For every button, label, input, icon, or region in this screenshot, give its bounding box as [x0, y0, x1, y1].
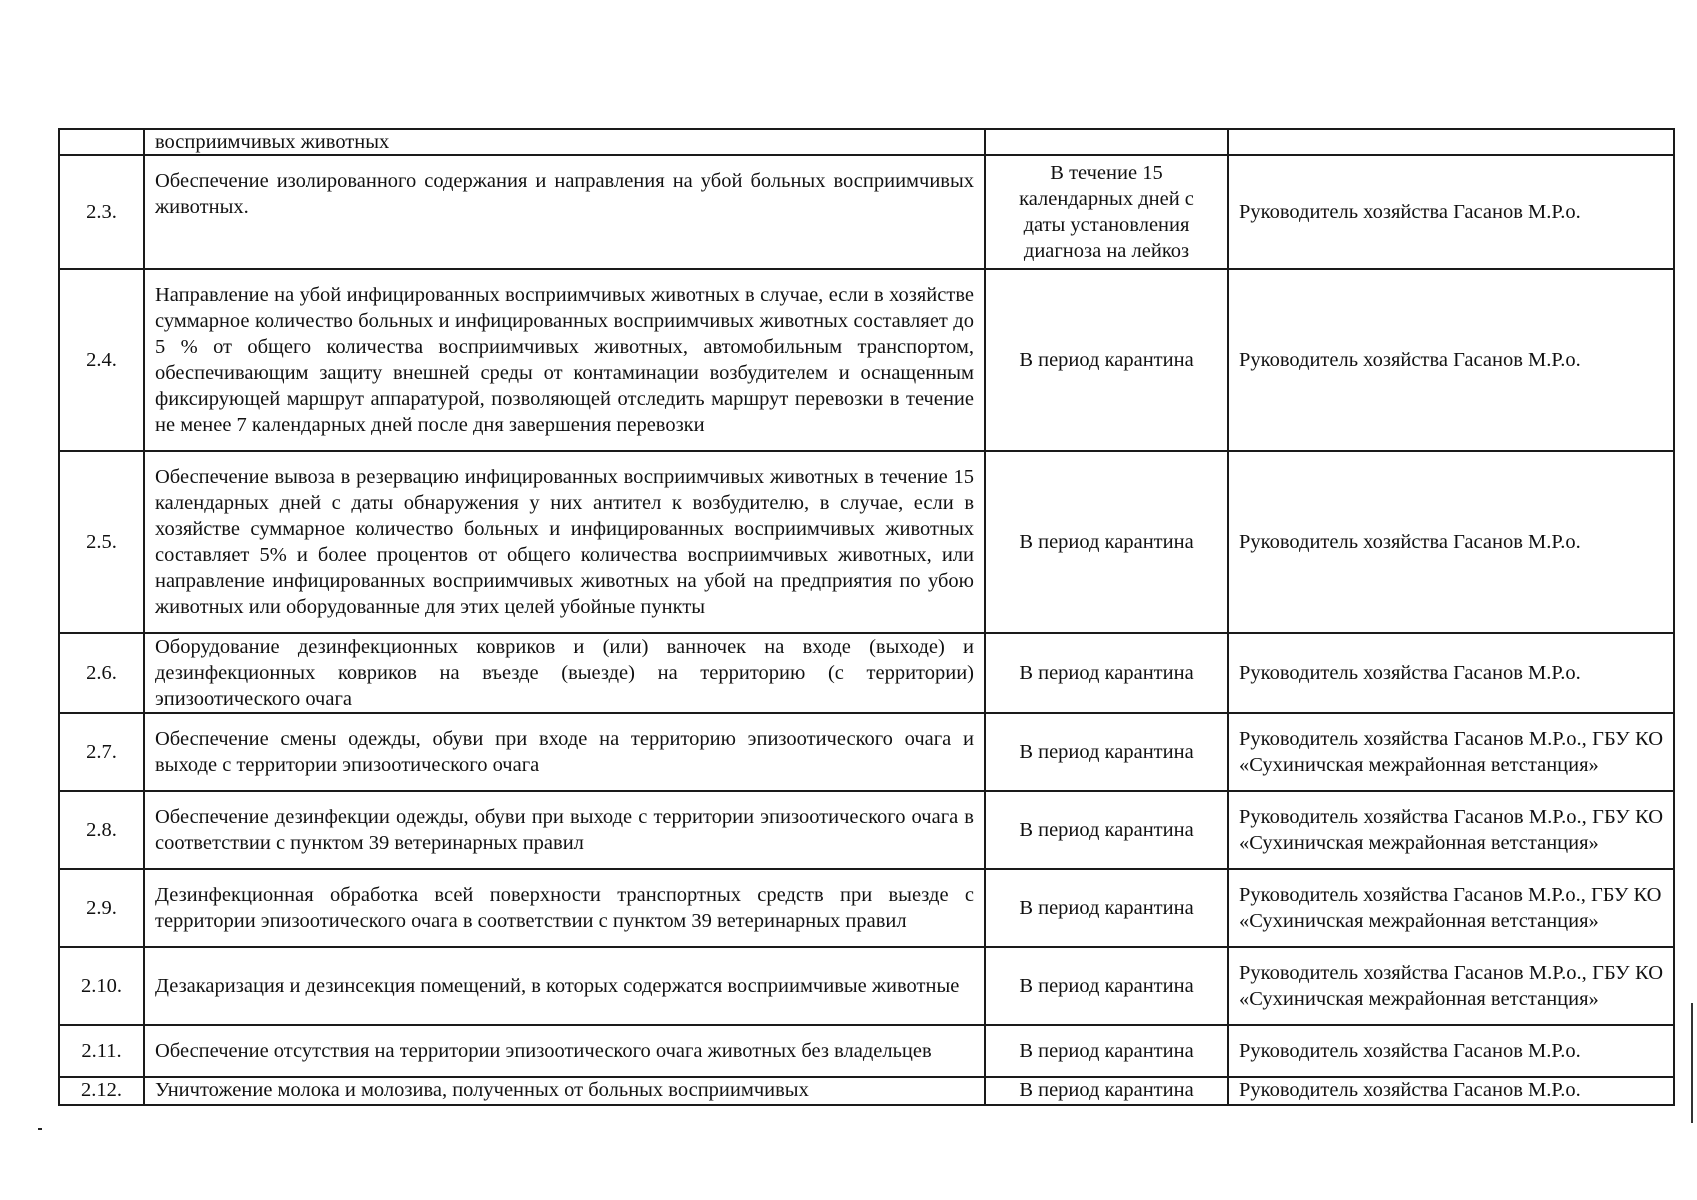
measure-text: Дезинфекционная обработка всей поверхности транспортных средств при выезде с территории эпизоотического очага в соответствии с пунктом 39 ветеринарных правил: [144, 869, 985, 947]
responsible-text: Руководитель хозяйства Гасанов М.Р.о.: [1228, 1025, 1674, 1077]
table-row: [59, 947, 1674, 1025]
row-number: 2.7.: [59, 713, 144, 791]
deadline-text: В период карантина: [985, 947, 1228, 1025]
responsible-text: Руководитель хозяйства Гасанов М.Р.о.: [1228, 269, 1674, 451]
row-number: 2.6.: [59, 633, 144, 713]
scan-mark: [38, 1128, 42, 1130]
measure-text: Уничтожение молока и молозива, полученных от больных восприимчивых: [144, 1077, 985, 1105]
measure-text: Оборудование дезинфекционных ковриков и (или) ванночек на входе (выходе) и дезинфекционных ковриков на въезде (выезде) на территорию (с территории) эпизоотического очага: [144, 633, 985, 713]
row-number: [59, 129, 144, 155]
row-number: 2.12.: [59, 1077, 144, 1105]
table-row: [59, 451, 1674, 633]
responsible-text: Руководитель хозяйства Гасанов М.Р.о., ГБУ КО «Сухиничская межрайонная ветстанция»: [1228, 947, 1674, 1025]
measure-text: Дезакаризация и дезинсекция помещений, в которых содержатся восприимчивые животные: [144, 947, 985, 1025]
responsible-text: Руководитель хозяйства Гасанов М.Р.о., ГБУ КО «Сухиничская межрайонная ветстанция»: [1228, 869, 1674, 947]
measure-text: Обеспечение изолированного содержания и направления на убой больных восприимчивых животных.: [144, 155, 985, 269]
deadline-text: В период карантина: [985, 869, 1228, 947]
responsible-text: Руководитель хозяйства Гасанов М.Р.о.: [1228, 155, 1674, 269]
deadline-text: В период карантина: [985, 713, 1228, 791]
deadline-text: В период карантина: [985, 633, 1228, 713]
measure-text: восприимчивых животных: [144, 129, 985, 155]
table-row: [59, 1077, 1674, 1105]
table-row: [59, 155, 1674, 269]
row-number: 2.9.: [59, 869, 144, 947]
quarantine-measures-table: [58, 128, 1675, 1106]
responsible-text: Руководитель хозяйства Гасанов М.Р.о.: [1228, 451, 1674, 633]
measure-text: Обеспечение смены одежды, обуви при входе на территорию эпизоотического очага и выходе с территории эпизоотического очага: [144, 713, 985, 791]
responsible-text: Руководитель хозяйства Гасанов М.Р.о., ГБУ КО «Сухиничская межрайонная ветстанция»: [1228, 713, 1674, 791]
deadline-text: В период карантина: [985, 1077, 1228, 1105]
measure-text: Обеспечение вывоза в резервацию инфицированных восприимчивых животных в течение 15 календарных дней с даты обнаружения у них антител к возбудителю, в случае, если в хозяйстве суммарное количество больных и инфицированных восприимчивых животных составляет 5% и более процентов от общего количества восприимчивых животных, или направление инфицированных восприимчивых животных на убой на предприятия по убою животных или оборудованные для этих целей убойные пункты: [144, 451, 985, 633]
row-number: 2.11.: [59, 1025, 144, 1077]
deadline-text: В период карантина: [985, 269, 1228, 451]
deadline-text: В период карантина: [985, 1025, 1228, 1077]
responsible-text: Руководитель хозяйства Гасанов М.Р.о., ГБУ КО «Сухиничская межрайонная ветстанция»: [1228, 791, 1674, 869]
deadline-text: В период карантина: [985, 791, 1228, 869]
row-number: 2.5.: [59, 451, 144, 633]
measure-text: Направление на убой инфицированных восприимчивых животных в случае, если в хозяйстве суммарное количество больных и инфицированных восприимчивых животных составляет до 5 % от общего количества восприимчивых животных, автомобильным транспортом, обеспечивающим защиту внешней среды от контаминации возбудителем и оснащенным фиксирующей маршрут аппаратурой, позволяющей отследить маршрут перевозки в течение не менее 7 календарных дней после дня завершения перевозки: [144, 269, 985, 451]
measure-text: Обеспечение отсутствия на территории эпизоотического очага животных без владельцев: [144, 1025, 985, 1077]
deadline-text: [985, 129, 1228, 155]
table-row: [59, 1025, 1674, 1077]
measure-text: Обеспечение дезинфекции одежды, обуви при выходе с территории эпизоотического очага в соответствии с пунктом 39 ветеринарных правил: [144, 791, 985, 869]
table-row: [59, 791, 1674, 869]
row-number: 2.3.: [59, 155, 144, 269]
row-number: 2.8.: [59, 791, 144, 869]
responsible-text: Руководитель хозяйства Гасанов М.Р.о.: [1228, 633, 1674, 713]
table-row: [59, 269, 1674, 451]
deadline-text: В течение 15 календарных дней с даты установления диагноза на лейкоз: [985, 155, 1228, 269]
responsible-text: [1228, 129, 1674, 155]
table-row: [59, 633, 1674, 713]
responsible-text: Руководитель хозяйства Гасанов М.Р.о.: [1228, 1077, 1674, 1105]
table-row: [59, 129, 1674, 155]
row-number: 2.4.: [59, 269, 144, 451]
deadline-text: В период карантина: [985, 451, 1228, 633]
table-row: [59, 713, 1674, 791]
scan-edge-line: [1691, 1003, 1693, 1123]
table-row: [59, 869, 1674, 947]
row-number: 2.10.: [59, 947, 144, 1025]
